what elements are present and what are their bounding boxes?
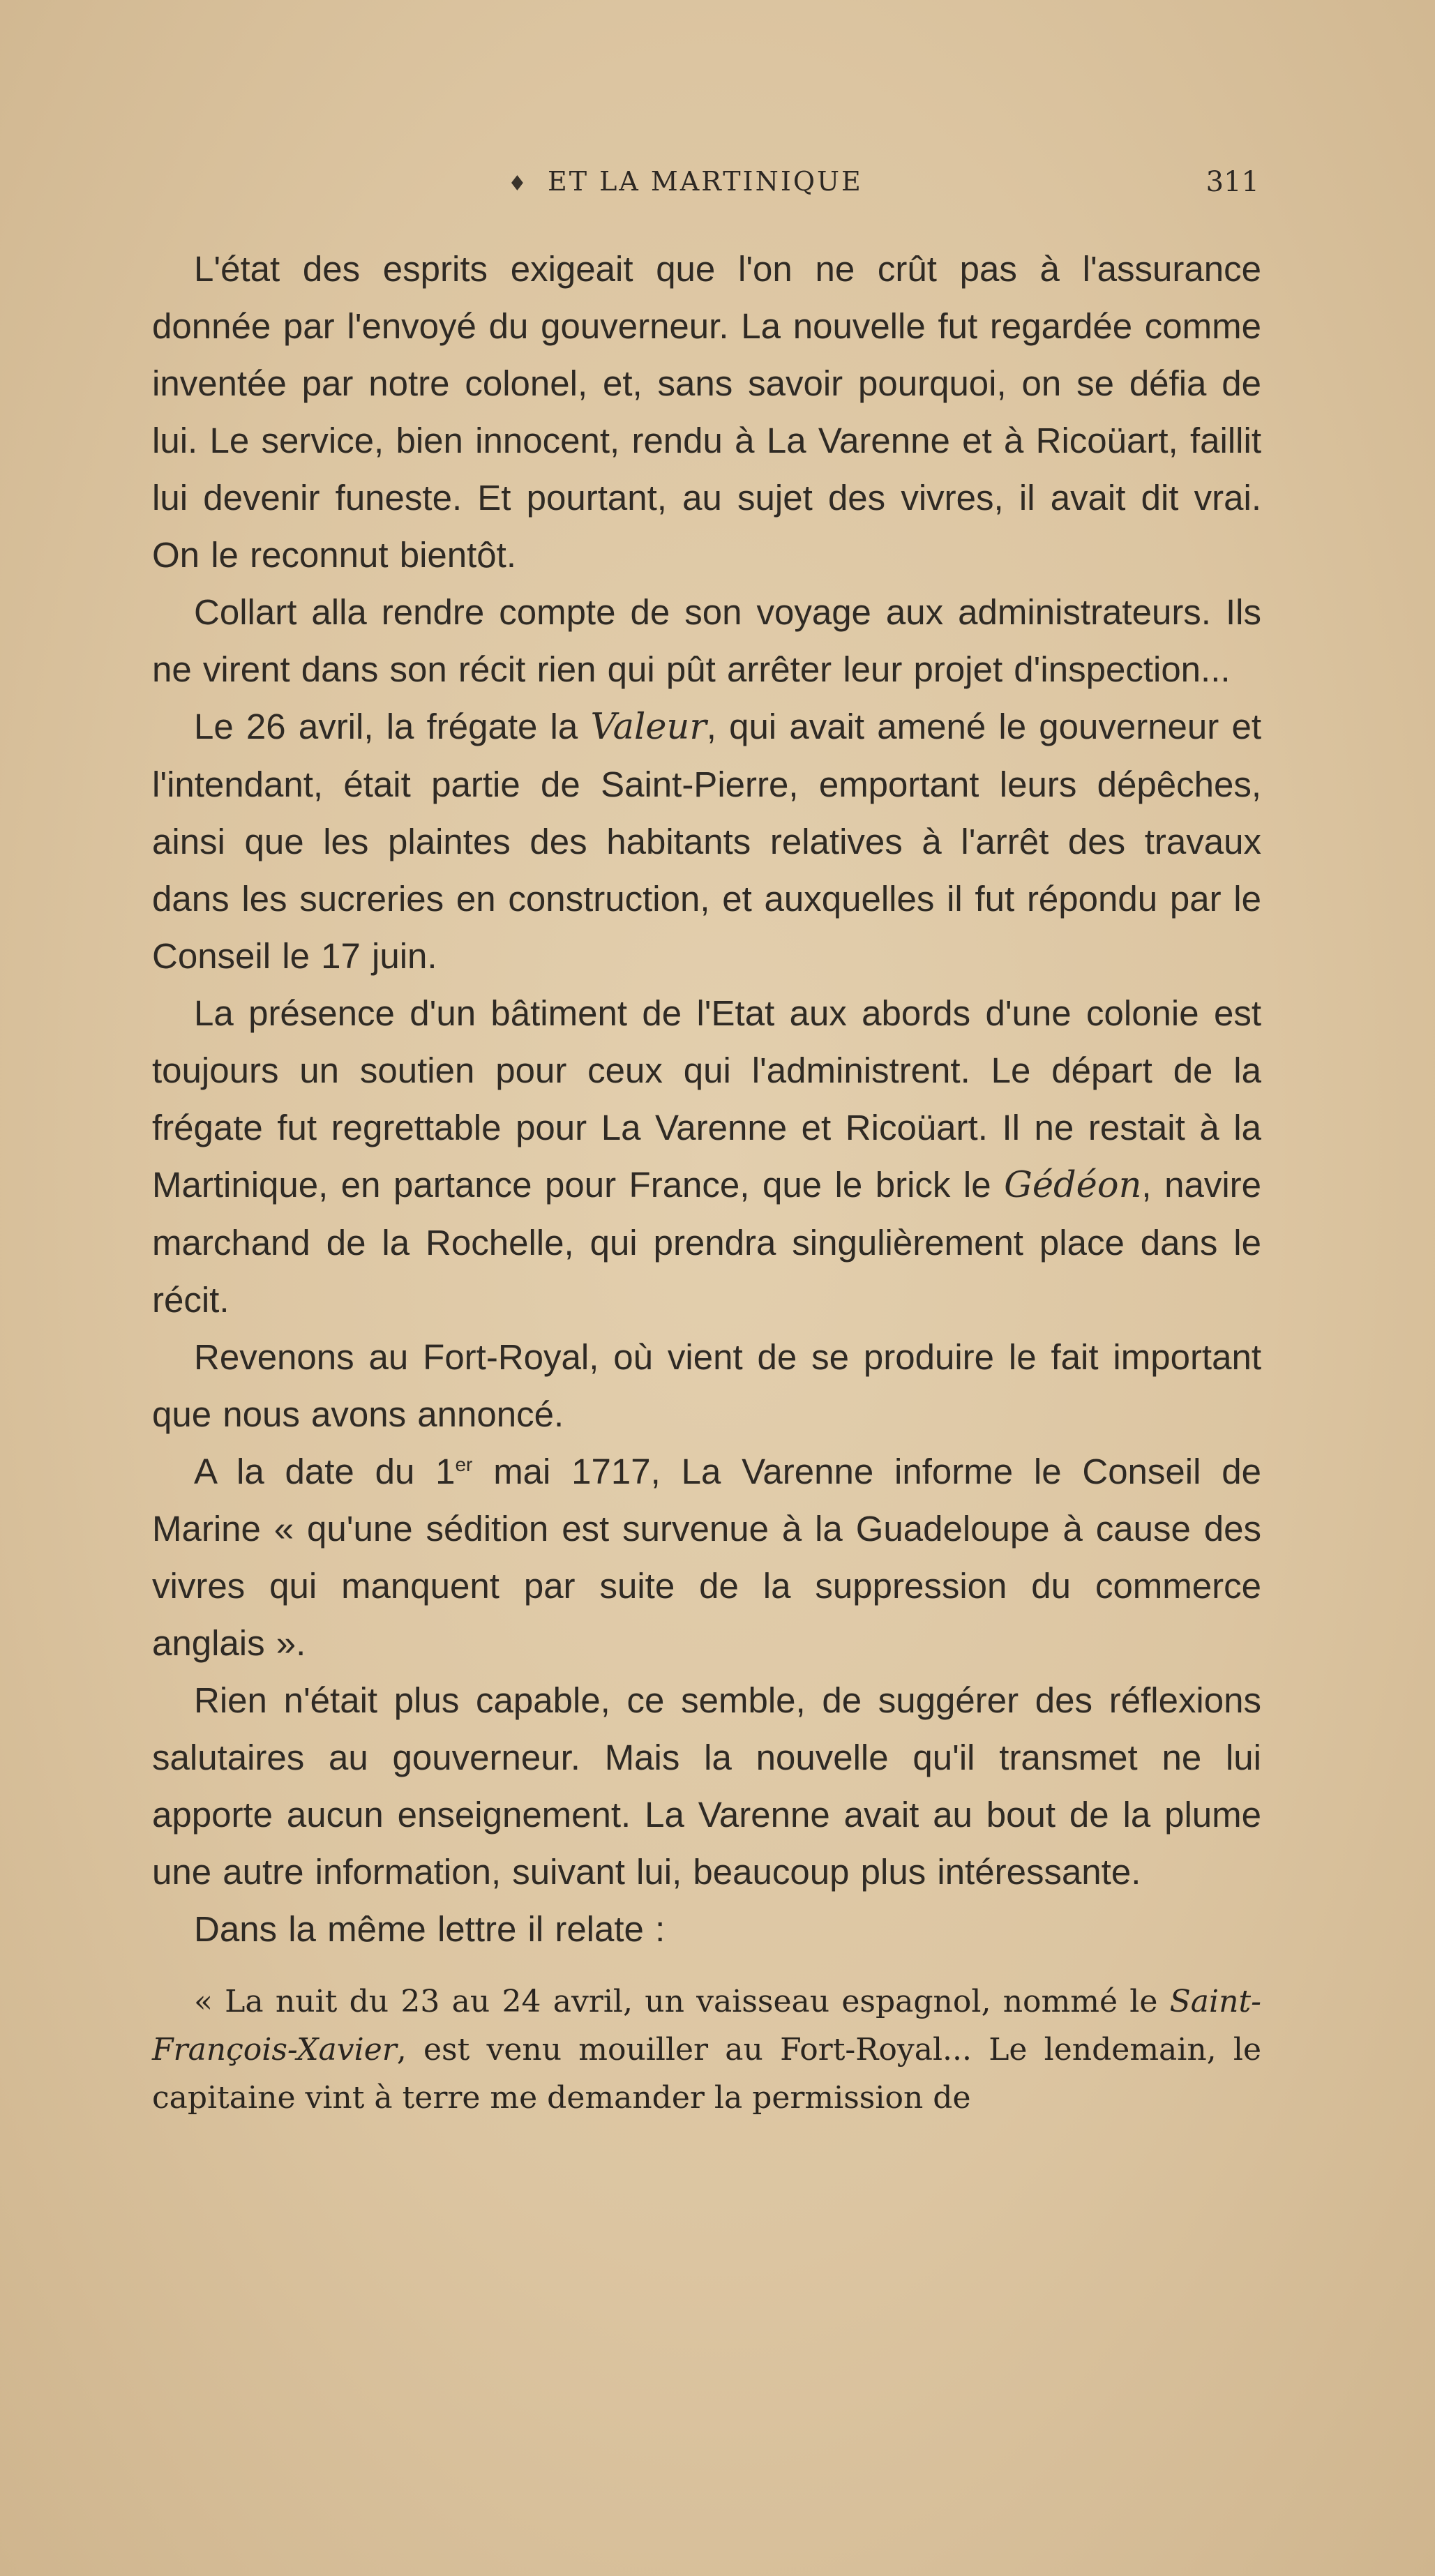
paragraph-2: Collart alla rendre compte de son voyage aux administrateurs. Ils ne virent dans son récit rien qui pût arrêter leur projet d'inspection... (152, 592, 1261, 689)
paragraph-1: L'état des esprits exigeait que l'on ne crût pas à l'assurance donnée par l'envoyé du gouverneur. La nouvelle fut regardée comme inventée par notre colonel, et, sans savoir pourquoi, on se défia de lui. Le service, bien innocent, rendu à La Varenne et à Ricoüart, faillit lui devenir funeste. Et pourtant, au sujet des vivres, il avait dit vrai. On le reconnut bientôt. (152, 249, 1261, 575)
page-header (0, 166, 1435, 215)
paragraph-6: A la date du 1er mai 1717, La Varenne informe le Conseil de Marine « qu'une sédition est survenue à la Guadeloupe à cause des vivres qui manquent par suite de la suppression du commerce anglais ». (152, 1452, 1261, 1663)
paragraph-7: Rien n'était plus capable, ce semble, de suggérer des réflexions salutaires au gouverneur. Mais la nouvelle qu'il transmet ne lui apporte aucun enseignement. La Varenne avait au bout de la plume une autre information, suivant lui, beaucoup plus intéressante. (152, 1680, 1261, 1892)
paragraph-4: La présence d'un bâtiment de l'Etat aux abords d'une colonie est toujours un soutien pour ceux qui l'administrent. Le départ de la frégate fut regrettable pour La Varenne et Ricoüart. Il ne restait à la Martinique, en partance pour France, que le brick le Gédéon, navire marchand de la Rochelle, qui prendra singulièrement place dans le récit. (152, 993, 1261, 1320)
page-body (152, 241, 1261, 2122)
ship-name-saint-francois-xavier: Saint-François-Xavier (152, 1984, 1261, 2067)
ornament-mark: ♦ (508, 172, 527, 196)
block-quote: « La nuit du 23 au 24 avril, un vaisseau espagnol, nommé le Saint-François-Xavier, est venu mouiller au Fort-Royal... Le lendemain, le capitaine vint à terre me demander la permission de (152, 1984, 1261, 2116)
page-number: 311 (1205, 166, 1259, 198)
paragraph-5: Revenons au Fort-Royal, où vient de se produire le fait important que nous avons annoncé. (152, 1337, 1261, 1434)
ship-name-valeur: Valeur (590, 707, 707, 748)
paragraph-8: Dans la même lettre il relate : (194, 1909, 666, 1949)
ship-name-gedeon: Gédéon (1004, 1165, 1142, 1206)
running-head: ET LA MARTINIQUE (548, 166, 863, 197)
ordinal-superscript: er (455, 1454, 473, 1475)
paragraph-3: Le 26 avril, la frégate la Valeur, qui avait amené le gouverneur et l'intendant, était partie de Saint-Pierre, emportant leurs dépêches, ainsi que les plaintes des habitants relatives à l'arrêt des travaux dans les sucreries en construction, et auxquelles il fut répondu par le Conseil le 17 juin. (152, 707, 1261, 976)
